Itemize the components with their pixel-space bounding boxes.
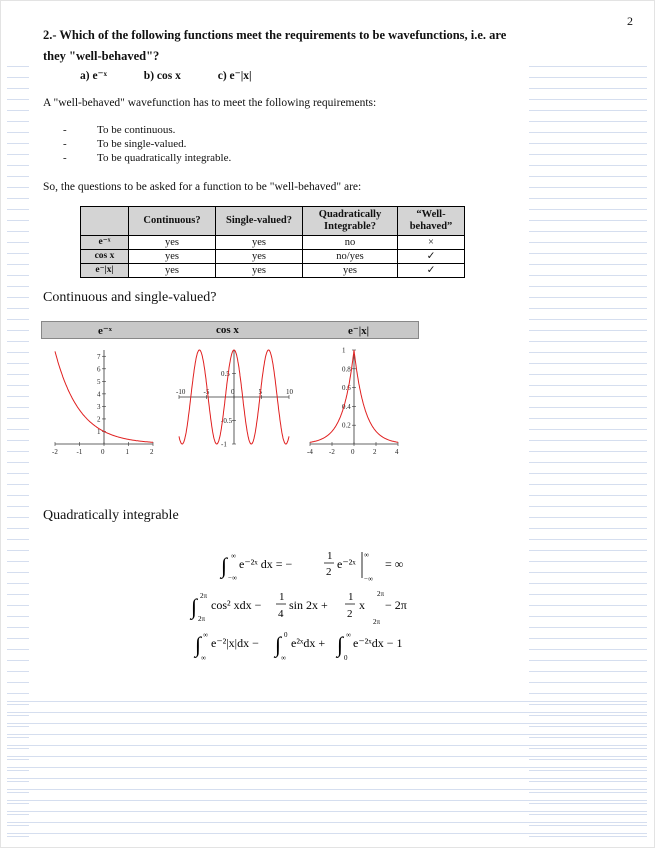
integral-lower-limit: ∞ xyxy=(201,654,206,662)
x-tick-label: -1 xyxy=(76,448,83,456)
row-label: e⁻ˣ xyxy=(81,236,129,250)
equation-1-svg xyxy=(219,548,419,584)
y-tick-label: 0.2 xyxy=(342,421,351,430)
equation-text: e⁻²|x|dx − xyxy=(211,636,259,650)
table-row xyxy=(81,264,465,278)
plot-exp-neg-abs-x xyxy=(304,346,404,458)
fraction-denominator: 4 xyxy=(278,608,284,620)
table-cell: no xyxy=(303,236,398,250)
x-tick-label: -4 xyxy=(307,448,313,456)
integral-sign: ∫ xyxy=(195,632,202,657)
equation-text: sin 2x + xyxy=(289,598,328,612)
y-tick-label: 1 xyxy=(342,346,346,355)
y-tick-label: 1 xyxy=(97,427,101,436)
y-tick-label: 7 xyxy=(97,352,101,361)
fraction-numerator: 1 xyxy=(327,550,333,562)
equation-text: e⁻²ˣ dx = − xyxy=(239,557,293,571)
y-tick-label: 5 xyxy=(97,377,101,386)
plot-cos-x xyxy=(173,346,295,458)
requirement-item: - To be single-valued. xyxy=(63,137,231,151)
chart-header-label: cos x xyxy=(216,324,239,336)
integral-upper-limit: ∞ xyxy=(346,631,351,639)
x-tick-label: 0 xyxy=(231,388,235,396)
x-tick-label: -10 xyxy=(176,388,186,396)
requirements-list xyxy=(63,123,231,165)
function-options xyxy=(80,68,286,82)
table-header-cell: Single-valued? xyxy=(216,207,303,236)
table-cell: yes xyxy=(216,236,303,250)
y-tick-label: 0.5 xyxy=(221,370,230,378)
integral-lower-limit: 2π xyxy=(198,615,206,623)
option-b: b) cos x xyxy=(143,70,181,82)
chart-header-bar xyxy=(41,321,419,339)
section-title-integrable: Quadratically integrable xyxy=(43,508,179,523)
section-title-continuous: Continuous and single-valued? xyxy=(43,290,217,305)
equation-text: e⁻²ˣdx − 1 xyxy=(353,636,403,650)
x-tick-label: 5 xyxy=(258,388,262,396)
y-tick-label: 0.8 xyxy=(342,365,351,374)
x-tick-label: 1 xyxy=(125,448,129,456)
integral-upper-limit: ∞ xyxy=(231,552,236,560)
question-text: So, the questions to be asked for a function to be "well-behaved" are: xyxy=(43,181,362,193)
eval-lower: −∞ xyxy=(364,575,373,583)
table-cell: yes xyxy=(129,264,216,278)
integral-sign: ∫ xyxy=(337,632,344,657)
integral-upper-limit: ∞ xyxy=(203,631,208,639)
equation-3 xyxy=(193,628,413,664)
table-cell: yes xyxy=(129,250,216,264)
requirement-item: - To be continuous. xyxy=(63,123,231,137)
integral-sign: ∫ xyxy=(191,594,198,619)
table-header-cell: Quadratically Integrable? xyxy=(303,207,398,236)
fraction-denominator: 2 xyxy=(347,608,353,620)
x-tick-label: 4 xyxy=(395,448,399,456)
table-row xyxy=(81,250,465,264)
chart-header-label: e⁻ˣ xyxy=(98,325,112,337)
integral-sign: ∫ xyxy=(275,632,282,657)
intro-text: A "well-behaved" wavefunction has to meet the following requirements: xyxy=(43,97,377,109)
page-number: 2 xyxy=(627,14,633,28)
table-header-cell: “Well-behaved” xyxy=(398,207,465,236)
table-header-cell xyxy=(81,207,129,236)
criteria-table xyxy=(80,206,465,278)
equation-1 xyxy=(219,548,419,584)
table-cell: yes xyxy=(129,236,216,250)
equation-text: e²ˣdx + xyxy=(291,636,326,650)
equation-text: e⁻²ˣ xyxy=(337,557,356,571)
y-tick-label: 4 xyxy=(97,390,101,399)
table-cell: ✓ xyxy=(398,250,465,264)
integral-upper-limit: 0 xyxy=(284,631,288,639)
y-tick-label: 6 xyxy=(97,365,101,374)
equation-result: = ∞ xyxy=(385,557,404,571)
ruled-lines-bottom xyxy=(7,691,647,839)
chart-header-label: e⁻|x| xyxy=(348,325,370,337)
fraction-numerator: 1 xyxy=(279,591,285,603)
option-a: a) e⁻ˣ xyxy=(80,70,107,82)
equation-3-svg xyxy=(193,628,413,664)
table-cell: yes xyxy=(216,264,303,278)
plot-exp-neg-x xyxy=(49,346,159,458)
y-tick-label: 2 xyxy=(97,415,101,424)
y-tick-label: -1 xyxy=(221,440,227,449)
x-tick-label: 2 xyxy=(373,448,377,456)
x-tick-label: -2 xyxy=(329,448,335,456)
equation-text: x xyxy=(359,598,365,612)
y-tick-label: 3 xyxy=(97,402,101,411)
table-row xyxy=(81,236,465,250)
integral-lower-limit: −∞ xyxy=(228,574,237,582)
table-cell: no/yes xyxy=(303,250,398,264)
x-tick-label: 0 xyxy=(101,448,105,456)
equation-2-svg xyxy=(189,587,419,627)
table-header-row xyxy=(81,207,465,236)
table-cell: yes xyxy=(216,250,303,264)
x-tick-label: -5 xyxy=(203,388,210,396)
eval-lower: 2π xyxy=(373,618,381,626)
table-cell: × xyxy=(398,236,465,250)
eval-upper: 2π xyxy=(377,590,385,598)
x-tick-label: 2 xyxy=(150,448,154,456)
integral-sign: ∫ xyxy=(221,553,228,578)
fraction-denominator: 2 xyxy=(326,566,332,578)
x-tick-label: 10 xyxy=(286,388,293,396)
eval-upper: ∞ xyxy=(364,551,369,559)
fraction-numerator: 1 xyxy=(348,591,354,603)
table-cell: yes xyxy=(303,264,398,278)
table-cell: ✓ xyxy=(398,264,465,278)
equation-text: cos² xdx − xyxy=(211,598,262,612)
x-tick-label: -2 xyxy=(52,448,58,456)
integral-lower-limit: ∞ xyxy=(281,654,286,662)
option-c: c) e⁻|x| xyxy=(217,70,252,82)
row-label: e⁻|x| xyxy=(81,264,129,278)
y-tick-label: 0.4 xyxy=(342,402,351,411)
equation-2 xyxy=(189,587,419,627)
table-header-cell: Continuous? xyxy=(129,207,216,236)
requirement-item: - To be quadratically integrable. xyxy=(63,151,231,165)
integral-lower-limit: 0 xyxy=(344,654,348,662)
equation-result: − 2π xyxy=(385,598,407,612)
row-label: cos x xyxy=(81,250,129,264)
y-tick-label: 0.6 xyxy=(342,384,351,393)
x-tick-label: 0 xyxy=(351,448,355,456)
question-title: 2.- Which of the following functions meet the requirements to be wavefunctions, i.e. are they "well-behaved"? xyxy=(43,28,507,63)
y-tick-label: -0.5 xyxy=(221,417,233,425)
integral-upper-limit: 2π xyxy=(200,592,208,600)
